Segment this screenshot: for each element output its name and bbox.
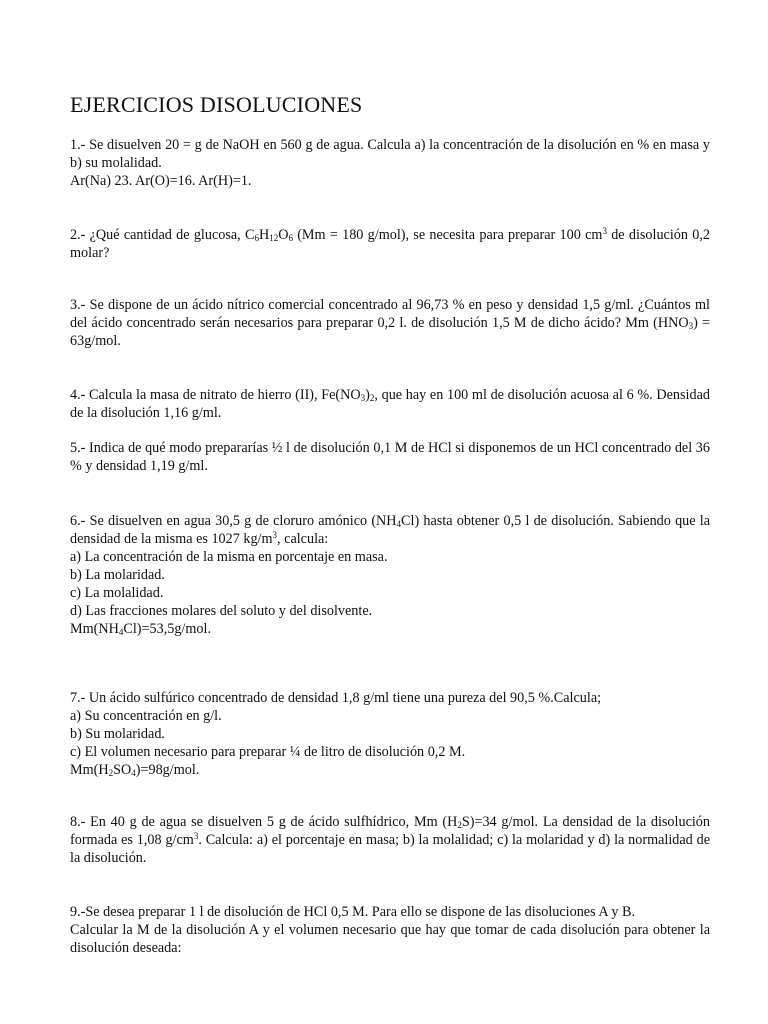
exercise-3 [70,296,710,350]
exercise-1 [70,136,710,190]
exercise-2 [70,226,710,262]
exercise-5-statement: 5.- Indica de qué modo prepararías ½ l de disolución 0,1 M de HCl si disponemos de un HCl concentrado del 36 % y densidad 1,19 g/ml. [70,440,710,474]
exercise-7 [70,689,710,779]
exercise-2-statement: 2.- ¿Qué cantidad de glucosa, $C_6H_{12}O_6$ (Mm = 180 g/mol), se necesita para preparar 100 $cm^3$ de disolución 0,2 molar? [70,226,710,261]
exercise-7-item-b: b) Su molaridad. [70,726,165,742]
page-title: EJERCICIOS DISOLUCIONES [70,92,363,117]
exercise-4-statement: 4.- Calcula la masa de nitrato de hierro (II), $Fe(NO_3)_2$, que hay en 100 ml de disolución acuosa al 6 %. Densidad de la disolución 1,16 g/ml. [70,387,710,421]
exercise-8-statement: 8.- En 40 g de agua se disuelven 5 g de ácido sulfhídrico, Mm $(H_2S)=34$ g/mol. La densidad de la disolución formada es 1,08 $g/cm^3$. Calcula: a) el porcentaje en masa; b) la molalidad; c) la molaridad y d) la normalidad de la disolución. [70,814,711,866]
exercise-9-statement: 9.-Se desea preparar 1 l de disolución de HCl 0,5 M. Para ello se dispone de las disoluciones A y B. [70,904,636,920]
exercise-6-statement: 6.- Se disuelven en agua 30,5 g de cloruro amónico $(NH_4Cl)$ hasta obtener 0,5 l de disolución. Sabiendo que la densidad de la misma es 1027 $kg/m^3$, calcula: [70,513,710,547]
exercise-5 [70,439,710,475]
exercise-7-item-c: c) El volumen necesario para preparar ¼ de litro de disolución 0,2 M. [70,744,466,760]
exercise-8 [70,813,710,867]
exercise-7-statement: 7.- Un ácido sulfúrico concentrado de densidad 1,8 g/ml tiene una pureza del 90,5 %.Calcula; [70,690,602,706]
exercise-9-question: Calcular la M de la disolución A y el volumen necesario que hay que tomar de cada disolución para obtener la disolución deseada: [70,922,710,956]
exercise-6 [70,512,710,638]
exercise-4 [70,386,710,422]
exercise-6-item-d: d) Las fracciones molares del soluto y del disolvente. [70,603,373,619]
exercise-6-molar-mass: $Mm(NH_4Cl)=53,5g$/mol. [70,621,211,637]
exercise-6-item-a: a) La concentración de la misma en porcentaje en masa. [70,549,388,565]
exercise-9 [70,903,710,957]
exercise-6-item-b: b) La molaridad. [70,567,165,583]
exercise-3-statement: 3.- Se dispone de un ácido nítrico comercial concentrado al 96,73 % en peso y densidad 1,5 g/ml. ¿Cuántos ml del ácido concentrado serán necesarios para preparar 0,2 l. de disolución 1,5 M de dicho ácido? Mm $(HNO_3) = 63g/mol$. [70,297,710,349]
exercise-1-data: Ar(Na) 23. Ar(O)=16. Ar(H)=1. [70,173,252,189]
exercise-1-statement: 1.- Se disuelven 20 = g de NaOH en 560 g de agua. Calcula a) la concentración de la disolución en % en masa y b) su molalidad. [70,137,710,171]
exercise-6-item-c: c) La molalidad. [70,585,164,601]
exercise-7-item-a: a) Su concentración en g/l. [70,708,222,724]
exercise-7-molar-mass: $Mm(H_2SO_4)=98g$/mol. [70,762,200,778]
